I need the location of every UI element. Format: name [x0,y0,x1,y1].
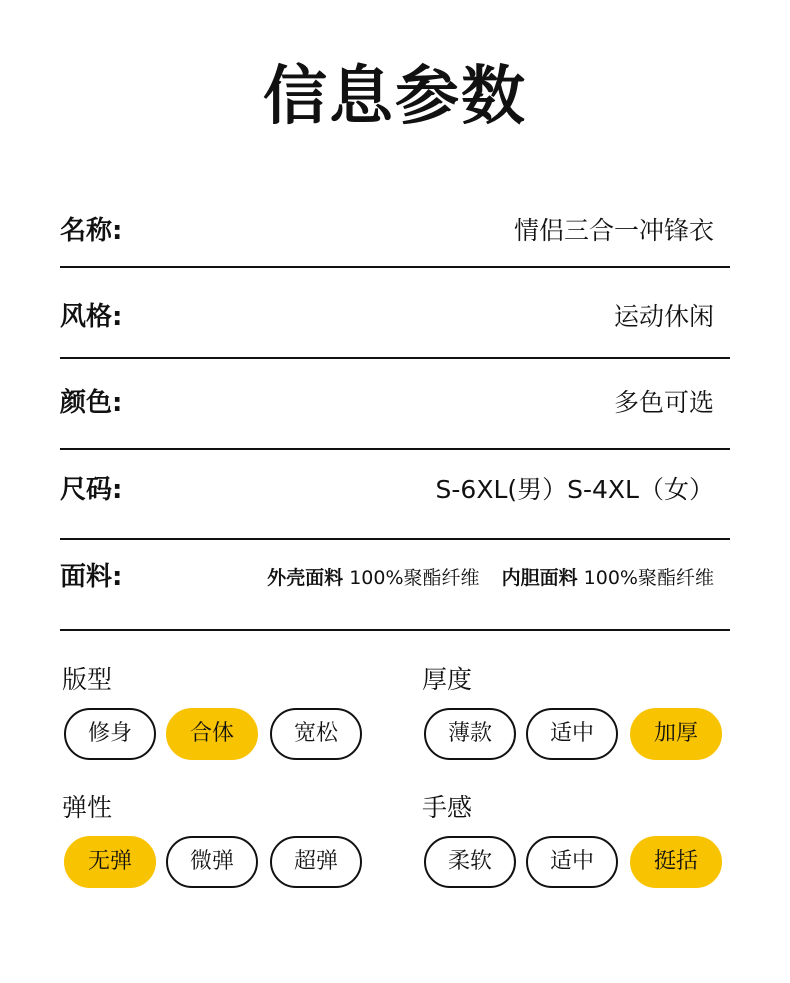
spec-row-color [60,359,730,450]
option-feel-medium[interactable]: 适中 [526,836,618,888]
pill-row-elasticity [64,836,364,888]
option-title-elasticity: 弹性 [62,793,113,822]
fabric-inner-value: 100%聚酯纤维 [583,567,714,589]
spec-label-name: 名称: [60,216,123,246]
option-elasticity-none[interactable]: 无弹 [64,836,156,888]
spec-value-fabric [267,558,714,598]
page-title: 信息参数 [263,60,527,134]
option-feel-crisp[interactable]: 挺括 [630,836,722,888]
spec-label-style: 风格: [60,302,123,332]
pill-row-fit [64,708,364,760]
pill-row-feel [424,836,724,888]
spec-table [60,188,730,631]
option-group-feel [422,790,698,874]
option-title-thickness: 厚度 [422,665,473,694]
spec-label-size: 尺码: [60,475,123,505]
spec-value-color: 多色可选 [613,388,714,417]
spec-value-name: 情侣三合一冲锋衣 [513,216,714,245]
option-thickness-thin[interactable]: 薄款 [424,708,516,760]
fabric-inner-label: 内胆面料 [501,567,578,589]
spec-value-style: 运动休闲 [613,302,714,331]
spec-value-size: S-6XL(男）S-4XL（女） [435,475,714,504]
spec-row-style [60,268,730,359]
option-elasticity-super[interactable]: 超弹 [270,836,362,888]
option-group-fit [62,662,338,746]
spec-label-fabric: 面料: [60,562,123,592]
option-thickness-medium[interactable]: 适中 [526,708,618,760]
spec-row-fabric [60,540,730,631]
option-fit-loose[interactable]: 宽松 [270,708,362,760]
pill-row-thickness [424,708,724,760]
option-fit-regular[interactable]: 合体 [166,708,258,760]
spec-row-name [60,188,730,268]
option-group-thickness [422,662,698,746]
spec-row-size [60,450,730,540]
option-feel-soft[interactable]: 柔软 [424,836,516,888]
option-title-fit: 版型 [62,665,113,694]
option-fit-slim[interactable]: 修身 [64,708,156,760]
option-elasticity-slight[interactable]: 微弹 [166,836,258,888]
option-title-feel: 手感 [422,793,473,822]
spec-label-color: 颜色: [60,388,123,418]
option-thickness-thick[interactable]: 加厚 [630,708,722,760]
fabric-outer-label: 外壳面料 [267,567,344,589]
option-group-elasticity [62,790,338,874]
fabric-outer-value: 100%聚酯纤维 [349,567,480,589]
